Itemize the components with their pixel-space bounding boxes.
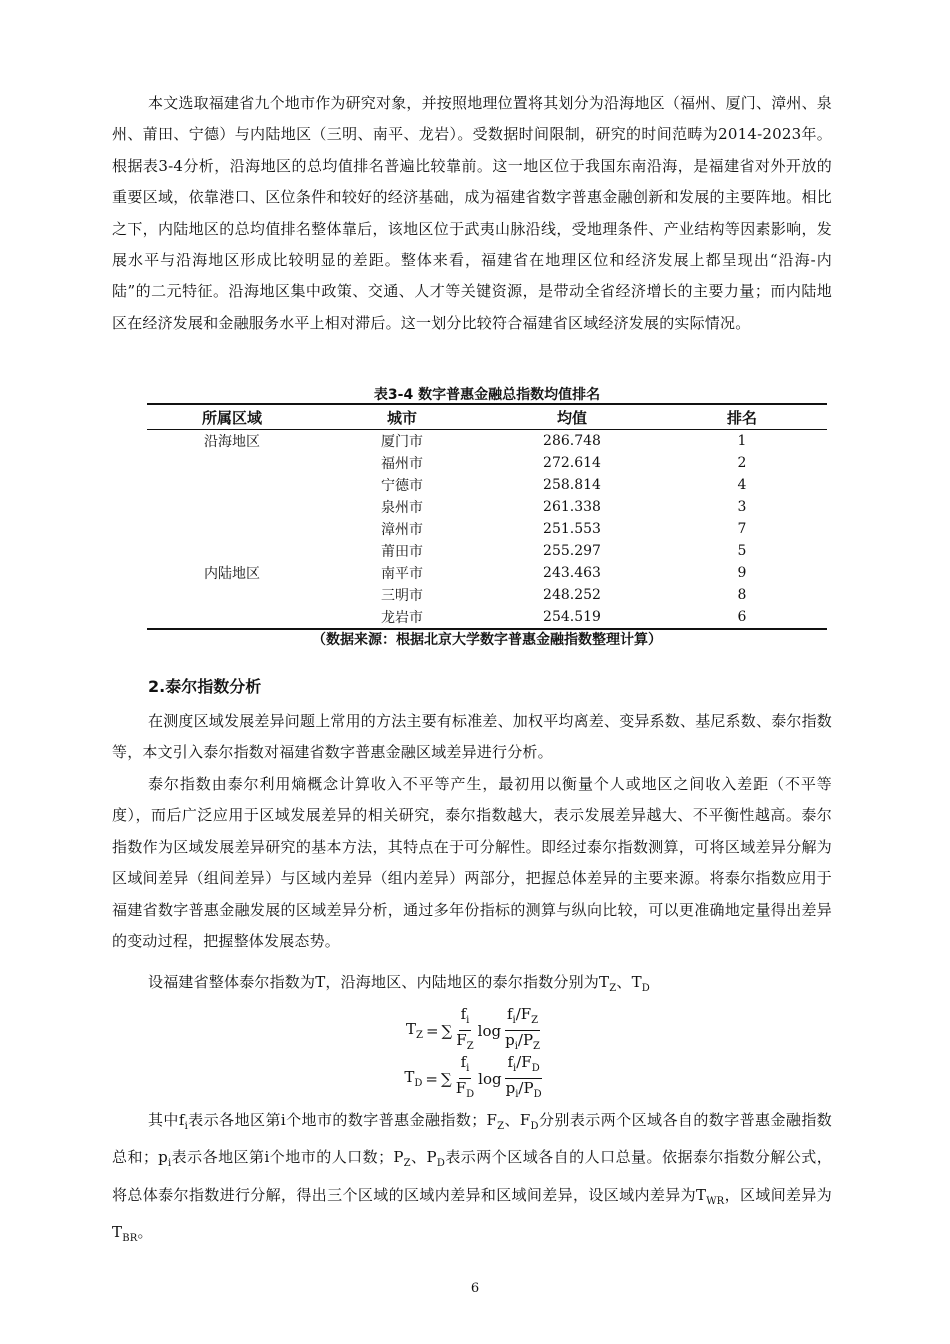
header-rank: 排名 (657, 404, 827, 430)
cell-city: 福州市 (381, 456, 423, 472)
table-row (147, 606, 827, 629)
cell-rank: 8 (737, 587, 747, 603)
cell-rank: 6 (737, 609, 747, 625)
formula-theil-coastal: $T_Z$ = ∑ $\frac{f_i}{F_Z}$ log $\frac{f_i/F_Z}{p_i/P_Z}$ (406, 1005, 540, 1052)
cell-rank: 1 (737, 433, 747, 449)
cell-rank: 2 (737, 455, 747, 471)
cell-city: 漳州市 (381, 522, 423, 538)
cell-region (147, 606, 317, 629)
table-row (147, 430, 827, 453)
cell-region (147, 540, 317, 562)
cell-region (147, 518, 317, 540)
table-row (147, 518, 827, 540)
cell-mean: 254.519 (543, 609, 601, 625)
cell-mean: 255.297 (543, 543, 601, 559)
header-city: 城市 (317, 404, 487, 430)
cell-city: 宁德市 (381, 478, 423, 494)
table-row (147, 452, 827, 474)
paragraph-theil-intro: 泰尔指数由泰尔利用熵概念计算收入不平等产生，最初用以衡量个人或地区之间收入差距（不平等度），而后广泛应用于区域发展差异的相关研究，泰尔指数越大，表示发展差异越大、不平衡性越高。泰尔指数作为区域发展差异研究的基本方法，其特点在于可分解性。即经过泰尔指数测算，可将区域差异分解为区域间差异（组间差异）与区域内差异（组内差异）两部分，把握总体差异的主要来源。将泰尔指数应用于福建省数字普惠金融发展的区域差异分析，通过多年份指标的测算与纵向比较，可以更准确地定量得出差异的变动过程，把握整体发展态势。 (112, 775, 832, 951)
cell-rank: 7 (737, 521, 747, 537)
text-segment: 。 (137, 1223, 153, 1242)
cell-mean: 248.252 (543, 587, 601, 603)
paragraph-region-division: 本文选取福建省九个地市作为研究对象，并按照地理位置将其划分为沿海地区（福州、厦门、漳州、泉州、莆田、宁德）与内陆地区（三明、南平、龙岩）。受数据时间限制，研究的时间范畴为2014-2023年。根据表3-4分析，沿海地区的总均值排名普遍比较靠前。这一地区位于我国东南沿海，是福建省对外开放的重要区域，依靠港口、区位条件和较好的经济基础，成为福建省数字普惠金融创新和发展的主要阵地。相比之下，内陆地区的总均值排名整体靠后，该地区位于武夷山脉沿线，受地理条件、产业结构等因素影响，发展水平与沿海地区形成比较明显的差距。整体来看，福建省在地理区位和经济发展上都呈现出“沿海-内陆”的二元特征。沿海地区集中政策、交通、人才等关键资源，是带动全省经济增长的主要力量；而内陆地区在经济发展和金融服务水平上相对滞后。这一划分比较符合福建省区域经济发展的实际情况。 (112, 94, 833, 332)
paragraph-variable-definitions: 其中$f_i$表示各地区第i个地市的数字普惠金融指数；$F_Z$、$F_D$分别表示两个区域各自的数字普惠金融指数总和；$p_i$表示各地区第i个地市的人口数；$P_Z$、$P_D$表示两个区域各自的人口总量。依据泰尔指数分解公式，将总体泰尔指数进行分解，得出三个区域的区域内差异和区域间差异，设区域内差异为$T_{WR}$，区域间差异为$T_{BR}$。 (112, 1111, 832, 1245)
text-segment: 其中 (148, 1111, 179, 1129)
paragraph-methods: 在测度区域发展差异问题上常用的方法主要有标准差、加权平均离差、变异系数、基尼系数、泰尔指数等，本文引入泰尔指数对福建省数字普惠金融区域差异进行分析。 (112, 712, 833, 762)
cell-city: 泉州市 (381, 500, 423, 516)
table-row (147, 562, 827, 584)
cell-mean: 251.553 (543, 521, 601, 537)
page-number: 6 (470, 1281, 480, 1296)
cell-city: 莆田市 (381, 544, 423, 560)
table-caption: 表3-4 数字普惠金融总指数均值排名 (373, 387, 601, 403)
table-row (147, 496, 827, 518)
text-segment: 表示各地区第i个地市的人口数； (171, 1148, 394, 1167)
paragraph-theil-definition: 设福建省整体泰尔指数为T，沿海地区、内陆地区的泰尔指数分别为$T_Z$、$T_D$ (148, 973, 651, 994)
mean-rank-table (147, 403, 827, 630)
text-segment: ，区域间差异为 (724, 1185, 832, 1204)
cell-city: 三明市 (381, 588, 423, 604)
text-segment: 分别表示两个区域各自的数字普惠金融指数总和； (112, 1111, 832, 1167)
table-row (147, 584, 827, 606)
cell-mean: 272.614 (543, 455, 601, 471)
cell-rank: 5 (737, 543, 747, 559)
text-segment: 表示各地区第i个地市的数字普惠金融指数； (188, 1111, 487, 1129)
cell-rank: 9 (737, 565, 747, 581)
section-heading: 2.泰尔指数分析 (148, 677, 262, 696)
text-segment: 表示两个区域各自的人口总量。依据泰尔指数分解公式，将总体泰尔指数进行分解，得出三个区域的区域内差异和区域间差异，设区域内差异为 (112, 1148, 832, 1204)
table-source-note: （数据来源：根据北京大学数字普惠金融指数整理计算） (312, 632, 662, 648)
table-row (147, 540, 827, 562)
cell-region (147, 496, 317, 518)
formula-theil-inland: $T_D$ = ∑ $\frac{f_i}{F_D}$ log $\frac{f_i/F_D}{p_i/P_D}$ (404, 1053, 542, 1100)
definition-text: 设福建省整体泰尔指数为T，沿海地区、内陆地区的泰尔指数分别为 (148, 973, 600, 991)
cell-region: 沿海地区 (204, 434, 260, 450)
cell-region: 内陆地区 (204, 566, 260, 582)
header-mean: 均值 (487, 404, 657, 430)
cell-region (147, 584, 317, 606)
cell-city: 厦门市 (381, 434, 423, 450)
table-row (147, 474, 827, 496)
cell-city: 龙岩市 (381, 610, 423, 626)
cell-rank: 3 (737, 499, 747, 515)
cell-city: 南平市 (381, 566, 423, 582)
header-region: 所属区域 (147, 404, 317, 430)
cell-mean: 286.748 (543, 433, 601, 449)
cell-mean: 243.463 (543, 565, 601, 581)
cell-mean: 258.814 (543, 477, 601, 493)
cell-mean: 261.338 (543, 499, 601, 515)
cell-region (147, 474, 317, 496)
table-header-row (147, 404, 827, 430)
cell-region (147, 452, 317, 474)
cell-rank: 4 (737, 477, 747, 493)
